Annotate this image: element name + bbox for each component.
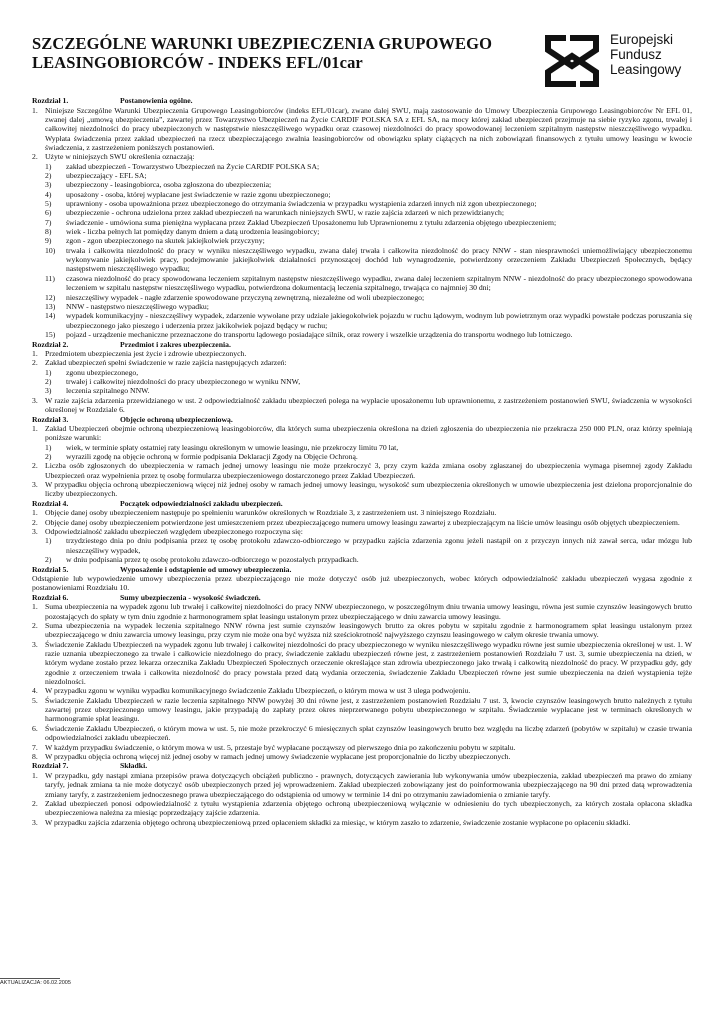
item-number: 2) [45,555,52,565]
item-number: 3) [45,386,52,396]
item-number: 2. [32,461,38,471]
item-text: trzydziestego dnia po dniu podpisania przez tę osobę protokołu zdawczo-odbiorczego w przypadku zajścia zdarzenia zgonu jeżeli nastąpił on z przyczyn innych niż zawał serca, udar mózgu lub nieszczęśliwy wypadek, [66,536,692,555]
list-item [32,274,692,293]
list-item [32,199,692,208]
item-text: W przypadku zajścia zdarzenia objętego ochroną ubezpieczeniową przed opłaceniem składki za miesiąc, w którym zaszło to zdarzenie, świadczenie zostanie wypłacone po opłaceniu składki. [45,817,631,827]
item-number: 10) [45,245,56,255]
numbered-paragraph [32,818,692,827]
list-item [32,368,692,377]
item-number: 2) [45,376,52,386]
logo-line-2: Fundusz [610,47,662,62]
item-text: leczenia szpitalnego NNW. [66,386,150,396]
item-number: 8. [32,751,38,761]
list-item [32,443,692,452]
item-text: Świadczenie Zakładu Ubezpieczeń na wypadek zgonu lub trwałej i całkowitej niezdolności do pracy ubezpieczonego w wyniku nieszczęśliwego wypadku równe jest sumie ubezpieczenia określonej w ust. 1. W razie uznania ubezpieczonego za trwale i całkowicie niezdolnego do pracy, świadczenie zakładu ubezpieczeń równe jest, z zastrzeżeniem postanowień Rozdziału 7 ust. 3, sumie ubezpieczenia na dzień, w którym wydane zostało przez lekarza orzecznika Zakładu Ubezpieczeń Społecznych orzeczenie określające stan zdrowia ubezpieczonego jako trwałą i całkowitą niezdolność do pracy. W przypadku gdy, gdy zgodnie z orzeczeniem trwała i całkowita niezdolność do pracy powstała przed datą wydania orzeczenia, świadczenie Zakładu Ubezpieczeń równe jest sumie ubezpieczenia na dzień wystąpienia tejże niezdolności. [45,639,692,687]
item-number: 6. [32,723,38,733]
item-number: 11) [45,273,55,283]
numbered-paragraph [32,152,692,161]
item-text: wyrazili zgodę na objęcie ochroną w formie podpisania Deklaracji Zgody na Objęcie Ochroną. [66,451,358,461]
numbered-paragraph [32,480,692,499]
item-text: wiek - liczba pełnych lat pomiędzy danym dniem a datą urodzenia leasingobiorcy; [66,227,320,237]
numbered-paragraph [32,621,692,640]
item-number: 1. [32,508,38,518]
numbered-paragraph [32,349,692,358]
numbered-paragraph [32,527,692,536]
chapter-title: Objęcie ochroną ubezpieczeniową. [120,414,233,424]
chapter-number: Rozdział 3. [32,414,69,424]
document-header [32,30,692,96]
document-body [32,96,692,827]
item-number: 1. [32,348,38,358]
item-text: czasowa niezdolność do pracy spowodowana leczeniem szpitalnym następstw nieszczęśliwego wypadku, zwana dalej leczeniem szpitalnym NNW - niezdolność do pracy ubezpieczonego spowodowana leczeniem w szpitalu następstw nieszczęśliwego wypadku, potwierdzona dokumentacją leczenia szpitalnego, trwająca co najmniej 30 dni; [66,273,692,293]
numbered-paragraph [32,508,692,517]
item-number: 5) [45,199,52,209]
item-number: 5. [32,695,38,705]
chapter-title: Postanowienia ogólne. [120,96,193,106]
chapter-title: Składki. [120,761,148,771]
chapter-heading [32,340,692,349]
item-text: nieszczęśliwy wypadek - nagłe zdarzenie spowodowane przyczyną zewnętrzną, niezależne od woli ubezpieczonego; [66,292,425,302]
footer-update-date: AKTUALIZACJA: 06.02.2005 [0,980,71,986]
item-text: zgonu ubezpieczonego, [66,367,139,377]
numbered-paragraph [32,743,692,752]
numbered-paragraph [32,640,692,687]
item-number: 1. [32,770,38,780]
document-page [32,30,692,827]
item-text: Użyte w niniejszych SWU określenia oznaczają: [45,152,195,162]
efl-logo-mark-icon [542,32,602,90]
item-number: 1. [32,602,38,612]
paragraph: Odstąpienie lub wypowiedzenie umowy ubezpieczenia przez ubezpieczającego nie może dotyczyć osób już ubezpieczonych, wobec których odpowiedzialność zakładu ubezpieczeń wygasa zgodnie z postanowieniami Rozdziału 10. [32,574,692,593]
item-number: 4. [32,686,38,696]
chapter-number: Rozdział 5. [32,564,69,574]
item-text: W razie zajścia zdarzenia przewidzianego w ust. 2 odpowiedzialność zakładu ubezpieczeń polega na wypłacie uposażonemu lub uprawnionemu, z zastrzeżeniem postanowień SWU, świadczenia w wysokości określonej w Rozdziale 6. [45,395,692,414]
item-number: 1) [45,442,52,452]
list-item [32,377,692,386]
chapter-heading [32,565,692,574]
item-text: ubezpieczenie - ochrona udzielona przez zakład ubezpieczeń na warunkach niniejszych SWU, w razie zajścia zdarzeń w nich przewidzianych; [66,208,504,218]
item-number: 2. [32,358,38,368]
list-item [32,330,692,339]
item-number: 1) [45,536,52,546]
item-number: 15) [45,329,56,339]
item-text: świadczenie - umówiona suma pieniężna wypłacana przez Zakład Ubezpieczeń Uposażonemu lub Uprawnionemu z tytułu zdarzenia objętego ubezpieczeniem; [66,217,557,227]
numbered-paragraph [32,696,692,724]
item-number: 4) [45,189,52,199]
item-number: 6) [45,208,52,218]
footer-rule [0,978,60,979]
item-text: trwałej i całkowitej niezdolności do pracy ubezpieczonego w wyniku NNW, [66,376,301,386]
item-number: 3. [32,527,38,536]
chapter-heading [32,415,692,424]
item-text: pojazd - urządzenie mechaniczne przeznaczone do transportu lądowego posiadające silnik, oraz rowery i wszelkie urządzenia do transportu wodnego lub lotniczego. [66,329,573,339]
item-text: trwała i całkowita niezdolność do pracy w wyniku nieszczęśliwego wypadku, zwana dalej trwała i całkowita niezdolność do pracy NNW - stan niesprawności uniemożliwiający ubezpieczonemu wykonywanie jakiejkolwiek pracy, podejmowanie jakiejkolwiek działalności przynoszącej dochód lub wynagrodzenie, potwierdzony orzeczeniem Zakładu Ubezpieczeń Społecznych, będący następstwem nieszczęśliwego wypadku; [66,245,692,274]
chapter-title: Wyposażenie i odstąpienie od umowy ubezpieczenia. [120,564,292,574]
item-number: 2. [32,517,38,527]
item-text: wiek, w terminie spłaty ostatniej raty leasingu określonym w umowie leasingu, nie przekroczy limitu 70 lat, [66,442,399,452]
chapter-heading [32,761,692,770]
list-item [32,452,692,461]
item-number: 1) [45,161,52,171]
item-text: W przypadku objęcia ochroną więcej niż jednej osoby w ramach jednej umowy świadczenie wypłacane jest proporcjonalnie do liczby ubezpieczonych. [45,751,511,761]
list-item [32,536,692,555]
chapter-title: Przedmiot i zakres ubezpieczenia. [120,339,231,349]
item-text: W każdym przypadku świadczenie, o którym mowa w ust. 5, przestaje być wypłacane począwszy od pierwszego dnia po zakończeniu pobytu w szpitalu. [45,742,516,752]
item-text: Przedmiotem ubezpieczenia jest życie i zdrowie ubezpieczonych. [45,348,247,358]
list-item [32,236,692,245]
list-item [32,218,692,227]
numbered-paragraph [32,752,692,761]
list-item [32,555,692,564]
list-item [32,227,692,236]
chapter-number: Rozdział 4. [32,498,69,508]
item-text: Niniejsze Szczególne Warunki Ubezpieczenia Grupowego Leasingobiorców (indeks EFL/01car), zwane dalej SWU, mają zastosowanie do Umowy Ubezpieczenia Grupowego Leasingobiorców Nr EFL 01, zwanej dalej „umową ubezpieczenia”, zawartej przez Towarzystwo Ubezpieczeń na Życie CARDIF POLSKA SA z EFL SA, na mocy której zakład ubezpieczeń przejmuje na siebie ryzyko zgonu, trwałej i całkowitej niezdolności do pracy ubezpieczonych w następstwie nieszczęśliwego wypadku oraz czasowej niezdolności do pracy spowodowanej leczeniem szpitalnym następstw nieszczęśliwego wypadku. Wypłata świadczenia przez zakład ubezpieczeń na rzecz ubezpieczającego zwalnia leasingobiorców od obowiązku spłaty ciążących na nich zobowiązań finansowych z tytułu umowy leasingu w kwocie świadczenia, z zastrzeżeniem poniższych postanowień. [45,105,692,153]
item-number: 2) [45,171,52,181]
item-text: w dniu podpisania przez tę osobę protokołu zdawczo-odbiorczego w pozostałych przypadkach. [66,555,359,565]
list-item [32,386,692,395]
numbered-paragraph [32,106,692,153]
item-text: uposażony - osoba, której wypłacane jest świadczenie w razie zgonu ubezpieczonego; [66,189,331,199]
item-text: ubezpieczony - leasingobiorca, osoba zgłoszona do ubezpieczenia; [66,180,272,190]
item-number: 12) [45,292,56,302]
item-text: Świadczenie Zakładu Ubezpieczeń w razie leczenia szpitalnego NNW powyżej 30 dni równe jest, z zastrzeżeniem postanowień Rozdziału 7 ust. 3, kwocie czynszów leasingowych brutto należnych z tytułu zawartej przez ubezpieczonego umowy leasingu, jakie przypadają do zapłaty przez okres nieprzerwanego pobytu ubezpieczonego w szpitalu. Świadczenie wypłacane jest w terminach określonych w harmonogramie spłat leasingu. [45,695,692,724]
list-item [32,311,692,330]
numbered-paragraph [32,602,692,621]
list-item [32,171,692,180]
chapter-heading [32,499,692,508]
item-text: Objęcie danej osoby ubezpieczeniem następuje po spełnieniu warunków określonych w Rozdziale 3, z zastrzeżeniem ust. 3 niniejszego Rozdziału. [45,508,497,518]
numbered-paragraph [32,424,692,443]
item-text: Zakład ubezpieczeń spełni świadczenie w razie zajścia następujących zdarzeń: [45,358,287,368]
numbered-paragraph [32,358,692,367]
numbered-paragraph [32,771,692,799]
item-text: zakład ubezpieczeń - Towarzystwo Ubezpieczeń na Życie CARDIF POLSKA SA; [66,161,320,171]
item-number: 1. [32,105,38,115]
item-text: Liczba osób zgłoszonych do ubezpieczenia w ramach jednej umowy leasingu nie może przekroczyć 3, przy czym każda zmiana osoby zgłaszanej do ubezpieczenia wymaga pisemnej zgody Zakładu Ubezpieczeń oraz wypełnienia przez tę osobę formularza ubezpieczeniowego dostarczonego przez Zakład Ubezpieczeń. [45,461,692,480]
item-number: 1. [32,423,38,433]
chapter-number: Rozdział 1. [32,96,69,106]
item-number: 1) [45,367,52,377]
item-number: 3. [32,395,38,405]
item-number: 8) [45,227,52,237]
numbered-paragraph [32,686,692,695]
item-text: Świadczenie Zakładu Ubezpieczeń, o którym mowa w ust. 5, nie może przekroczyć 6 miesięcznych spłat czynszów leasingowych brutto bez względu na liczbę zdarzeń (pobytów w szpitalu) w czasie trwania odpowiedzialności zakładu ubezpieczeń. [45,723,692,743]
numbered-paragraph [32,799,692,818]
item-number: 3. [32,639,38,649]
item-text: NNW - następstwo nieszczęśliwego wypadku; [66,301,209,311]
numbered-paragraph [32,724,692,743]
list-item [32,293,692,302]
chapter-title: Sumy ubezpieczenia - wysokość świadczeń. [120,593,261,602]
list-item [32,190,692,199]
document-title: SZCZEGÓLNE WARUNKI UBEZPIECZENIA GRUPOWEGO LEASINGOBIORCÓW - INDEKS EFL/01car [32,34,493,72]
item-text: zgon - zgon ubezpieczonego na skutek jakiejkolwiek przyczyny; [66,236,265,246]
list-item [32,302,692,311]
item-text: W przypadku objęcia ochroną ubezpieczeniową więcej niż jednej osoby w ramach jednej umowy leasingu, wysokość sum ubezpieczenia określonych w umowie ubezpieczenia jest dzielona proporcjonalnie do liczby ubezpieczonych. [45,479,692,499]
item-number: 13) [45,301,56,311]
numbered-paragraph [32,461,692,480]
item-number: 3) [45,180,52,190]
item-number: 7. [32,742,38,752]
item-text: Zakład Ubezpieczeń obejmie ochroną ubezpieczeniową leasingobiorców, dla których suma ubezpieczenia określona na dzień zgłoszenia do ubezpieczenia nie przekracza 250 000 PLN, oraz którzy spełniają poniższe warunki: [45,423,692,443]
item-number: 3. [32,817,38,827]
item-text: Suma ubezpieczenia na wypadek leczenia szpitalnego NNW równa jest sumie czynszów leasingowych brutto za okres pobytu w szpitalu zgodnie z harmonogramem spłat leasingu ustalonym przez ubezpieczającego w dniu zawarcia umowy leasingu, przy czym nie może ona być wyższa niż sześciokrotność najwyższego czynszu leasingowego w całym okresie trwania umowy. [45,621,692,640]
chapter-number: Rozdział 7. [32,761,69,771]
chapter-heading [32,96,692,105]
list-item [32,208,692,217]
list-item [32,180,692,189]
item-text: ubezpieczający - EFL SA; [66,171,147,181]
item-text: Objęcie danej osoby ubezpieczeniem potwierdzone jest umieszczeniem przez ubezpieczającego numeru umowy leasingu zawartej z ubezpieczającym na liście umów leasingu osób objętych ubezpieczeniem. [45,517,680,527]
chapter-heading [32,593,692,602]
item-text: wypadek komunikacyjny - nieszczęśliwy wypadek, zdarzenie wywołane przy udziale jakiegokolwiek pojazdu w ruchu lądowym, wodnym lub powietrznym oraz wypadki powstałe podczas poruszania się ubezpieczonego jako pieszego i uderzenia przez jakikolwiek pojazd będący w ruchu; [66,311,692,330]
logo-text [610,32,681,77]
item-number: 2. [32,152,38,162]
chapter-number: Rozdział 6. [32,593,69,602]
item-number: 2) [45,451,52,461]
logo-line-3: Leasingowy [610,62,682,77]
chapter-number: Rozdział 2. [32,339,69,349]
list-item [32,246,692,274]
numbered-paragraph [32,518,692,527]
item-text: Suma ubezpieczenia na wypadek zgonu lub trwałej i całkowitej niezdolności do pracy NNW ubezpieczonego, w poszczególnym dniu trwania umowy leasingu, równa jest sumie czynszów leasingowych brutto pozostających do spłaty w tym dniu zgodnie z harmonogramem spłat leasingu ustalonym przez ubezpieczającego w dniu zawarcia umowy leasingu. [45,602,692,621]
efl-logo [542,30,692,90]
item-number: 2. [32,621,38,631]
item-text: uprawniony - osoba upoważniona przez ubezpieczonego do otrzymania świadczenia w przypadku wystąpienia zdarzeń innych niż zgon ubezpieczonego; [66,199,537,209]
item-number: 14) [45,311,56,321]
chapter-title: Początek odpowiedzialności zakładu ubezpieczeń. [120,498,283,508]
item-text: Zakład ubezpieczeń ponosi odpowiedzialność z tytułu wystąpienia zdarzenia objętego ochroną ubezpieczeniową wyłącznie w odniesieniu do tych ubezpieczonych, za których została opłacona składka ubezpieczeniowa należna za miesiąc poprzedzający zajście zdarzenia. [45,798,692,818]
numbered-paragraph [32,396,692,415]
item-number: 3. [32,479,38,489]
item-text: W przypadku, gdy nastąpi zmiana przepisów prawa dotyczących obciążeń publiczno - prawnych, dotyczących zawierania lub wykonywania umów ubezpieczenia, zakład ubezpieczeń ma prawo do zmiany taryfy, jednak zmiana ta nie może dotyczyć osób ubezpieczonych przed jej wprowadzeniem. Zakład ubezpieczeń zobowiązany jest do poinformowania ubezpieczającego na 90 dni przed datą wprowadzenia zmiany taryfy, z zastrzeżeniem jednoczesnego prawa ubezpieczającego do odstąpienia od umowy w terminie 14 dni po otrzymaniu zawiadomienia o zmianie taryfy. [45,770,692,799]
item-number: 7) [45,217,52,227]
list-item [32,162,692,171]
item-number: 2. [32,798,38,808]
logo-line-1: Europejski [610,32,674,47]
item-number: 9) [45,236,52,246]
item-text: W przypadku zgonu w wyniku wypadku komunikacyjnego świadczenie Zakładu Ubezpieczeń, o którym mowa w ust 3 ulega podwojeniu. [45,686,471,696]
item-text: Odpowiedzialność zakładu ubezpieczeń względem ubezpieczonego rozpoczyna się: [45,527,303,536]
